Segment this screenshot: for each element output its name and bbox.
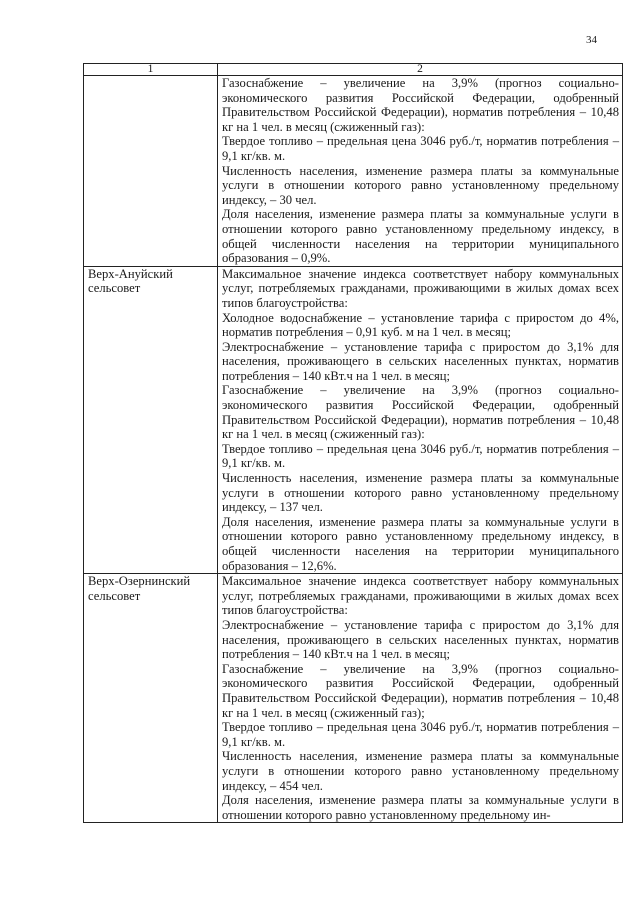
area-name-cell [84,76,218,267]
paragraph: Твердое топливо – предельная цена 3046 руб./т, норматив потребления – 9,1 кг/кв. м. [222,720,619,749]
paragraph: Твердое топливо – предельная цена 3046 руб./т, норматив потребления – 9,1 кг/кв. м. [222,441,619,471]
paragraph: Электроснабжение – установление тарифа с приростом до 3,1% для населения, проживающего в сельских населенных пунктах, норматив потребления – 140 кВт.ч на 1 чел. в месяц; [222,617,619,662]
table-row [84,266,623,573]
table-header-row [84,64,623,76]
page-number: 34 [586,34,597,46]
paragraph: Максимальное значение индекса соответствует набору коммунальных услуг, потребляемых гражданами, проживающими в жилых домах всех типов благоустройства: [222,266,619,310]
paragraph: Доля населения, изменение размера платы за коммунальные услуги в отношении которого равно установленному предельному ин- [222,793,619,822]
column-header-1: 1 [84,64,218,76]
paragraph: Газоснабжение – увеличение на 3,9% (прогноз социально-экономического развития Российской Федерации, одобренный Правительством Российской Федерации), норматив потребления – 10,48 кг на 1 чел. в месяц (сжиженный газ); [222,661,619,720]
paragraph: Численность населения, изменение размера платы за коммунальные услуги в отношении которого равно установленному предельному индексу, – 137 чел. [222,471,619,515]
paragraph: Холодное водоснабжение – установление тарифа с приростом до 4%, норматив потребления – 0,91 куб. м на 1 чел. в месяц; [222,310,619,340]
paragraph: Максимальное значение индекса соответствует набору коммунальных услуг, потребляемых гражданами, проживающими в жилых домах всех типов благоустройства: [222,574,619,618]
paragraph: Доля населения, изменение размера платы за коммунальные услуги в отношении которого равно установленному предельному индексу, в общей численности населения на территории муниципального образования – 12,6%. [222,514,619,573]
area-name-cell: Верх-Озернинский сельсовет [84,574,218,823]
area-name-cell: Верх-Ануйский сельсовет [84,266,218,573]
paragraph: Газоснабжение – увеличение на 3,9% (прогноз социально-экономического развития Российской Федерации, одобренный Правительством Российской Федерации), норматив потребления – 10,48 кг на 1 чел. в месяц (сжиженный газ): [222,383,619,442]
table-row [84,76,623,267]
paragraph: Численность населения, изменение размера платы за коммунальные услуги в отношении которого равно установленному предельному индексу, – 454 чел. [222,749,619,793]
area-description-cell [218,574,623,823]
paragraph: Газоснабжение – увеличение на 3,9% (прогноз социально-экономического развития Российской Федерации, одобренный Правительством Российской Федерации), норматив потребления – 10,48 кг на 1 чел. в месяц (сжиженный газ): [222,76,619,134]
column-header-2: 2 [218,64,623,76]
tariff-index-table [83,63,623,823]
paragraph: Численность населения, изменение размера платы за коммунальные услуги в отношении которого равно установленному предельному индексу, – 30 чел. [222,163,619,207]
area-description-cell [218,266,623,573]
paragraph: Электроснабжение – установление тарифа с приростом до 3,1% для населения, проживающего в сельских населенных пунктах, норматив потребления – 140 кВт.ч на 1 чел. в месяц; [222,339,619,383]
paragraph: Доля населения, изменение размера платы за коммунальные услуги в отношении которого равно установленному предельному индексу, в общей численности населения на территории муниципального образования – 0,9%. [222,207,619,266]
area-description-cell [218,76,623,267]
table-row [84,574,623,823]
paragraph: Твердое топливо – предельная цена 3046 руб./т, норматив потребления – 9,1 кг/кв. м. [222,134,619,163]
